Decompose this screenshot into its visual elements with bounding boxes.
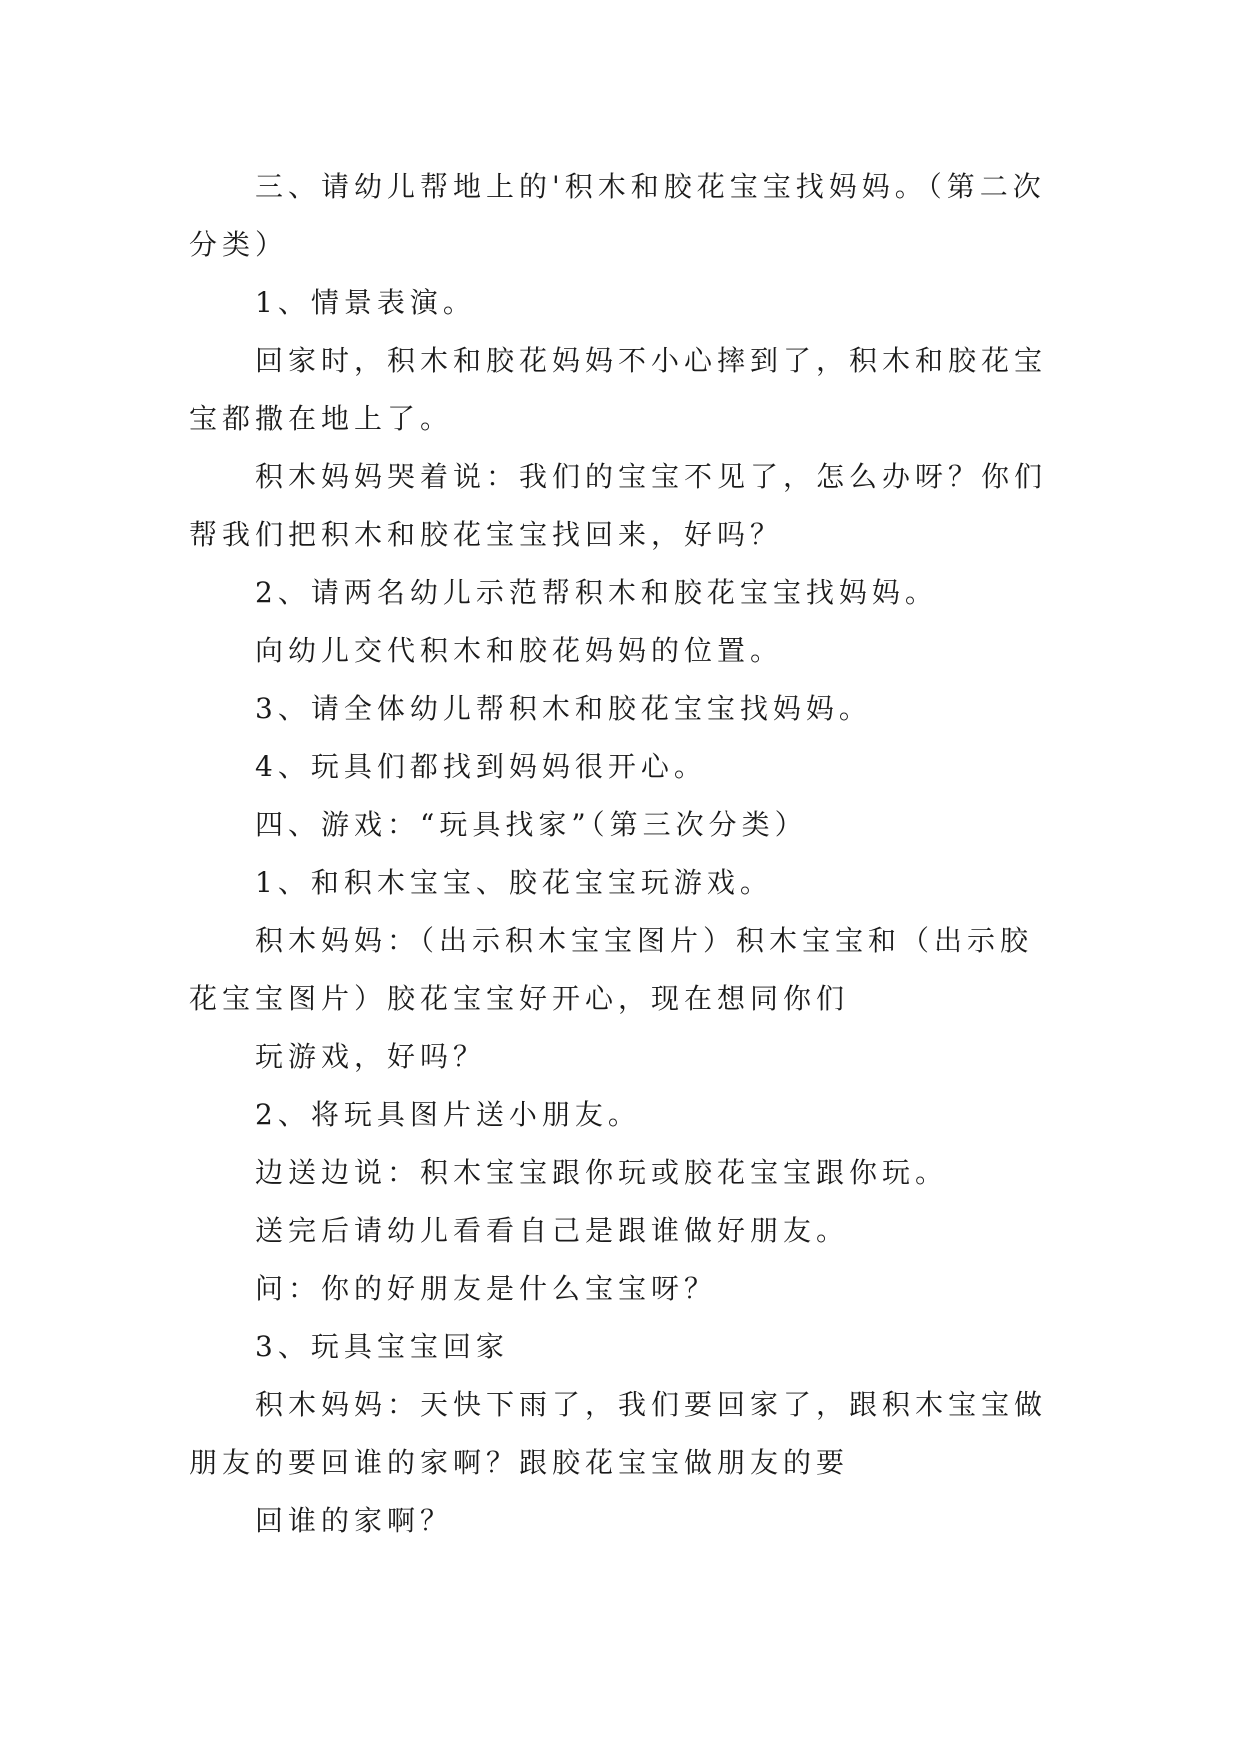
paragraph: 1、和积木宝宝、胶花宝宝玩游戏。 [255, 866, 773, 899]
paragraph: 送完后请幼儿看看自己是跟谁做好朋友。 [255, 1214, 850, 1247]
paragraph: 向幼儿交代积木和胶花妈妈的位置。 [255, 634, 784, 667]
paragraph: 积木妈妈：天快下雨了，我们要回家了，跟积木宝宝做朋友的要回谁的家啊？跟胶花宝宝做朋友的要 [189, 1388, 1048, 1479]
paragraph: 2、将玩具图片送小朋友。 [255, 1098, 641, 1131]
paragraph: 三、请幼儿帮地上的'积木和胶花宝宝找妈妈。（第二次分类） [189, 170, 1046, 261]
paragraph: 2、请两名幼儿示范帮积木和胶花宝宝找妈妈。 [255, 576, 938, 609]
paragraph: 3、玩具宝宝回家 [255, 1330, 509, 1363]
paragraph: 回谁的家啊？ [255, 1504, 454, 1537]
paragraph: 四、游戏：“玩具找家”（第三次分类） [255, 808, 808, 841]
paragraph: 边送边说：积木宝宝跟你玩或胶花宝宝跟你玩。 [255, 1156, 949, 1189]
paragraph: 回家时，积木和胶花妈妈不小心摔到了，积木和胶花宝宝都撒在地上了。 [189, 344, 1048, 435]
paragraph: 玩游戏，好吗？ [255, 1040, 487, 1073]
paragraph: 问：你的好朋友是什么宝宝呀？ [255, 1272, 718, 1305]
paragraph: 3、请全体幼儿帮积木和胶花宝宝找妈妈。 [255, 692, 872, 725]
paragraph: 4、玩具们都找到妈妈很开心。 [255, 750, 707, 783]
document-body [189, 158, 1049, 1550]
paragraph: 积木妈妈：（出示积木宝宝图片）积木宝宝和（出示胶花宝宝图片）胶花宝宝好开心，现在想同你们 [189, 924, 1034, 1015]
paragraph: 1、情景表演。 [255, 286, 476, 319]
paragraph: 积木妈妈哭着说：我们的宝宝不见了，怎么办呀？你们帮我们把积木和胶花宝宝找回来，好吗？ [189, 460, 1048, 551]
